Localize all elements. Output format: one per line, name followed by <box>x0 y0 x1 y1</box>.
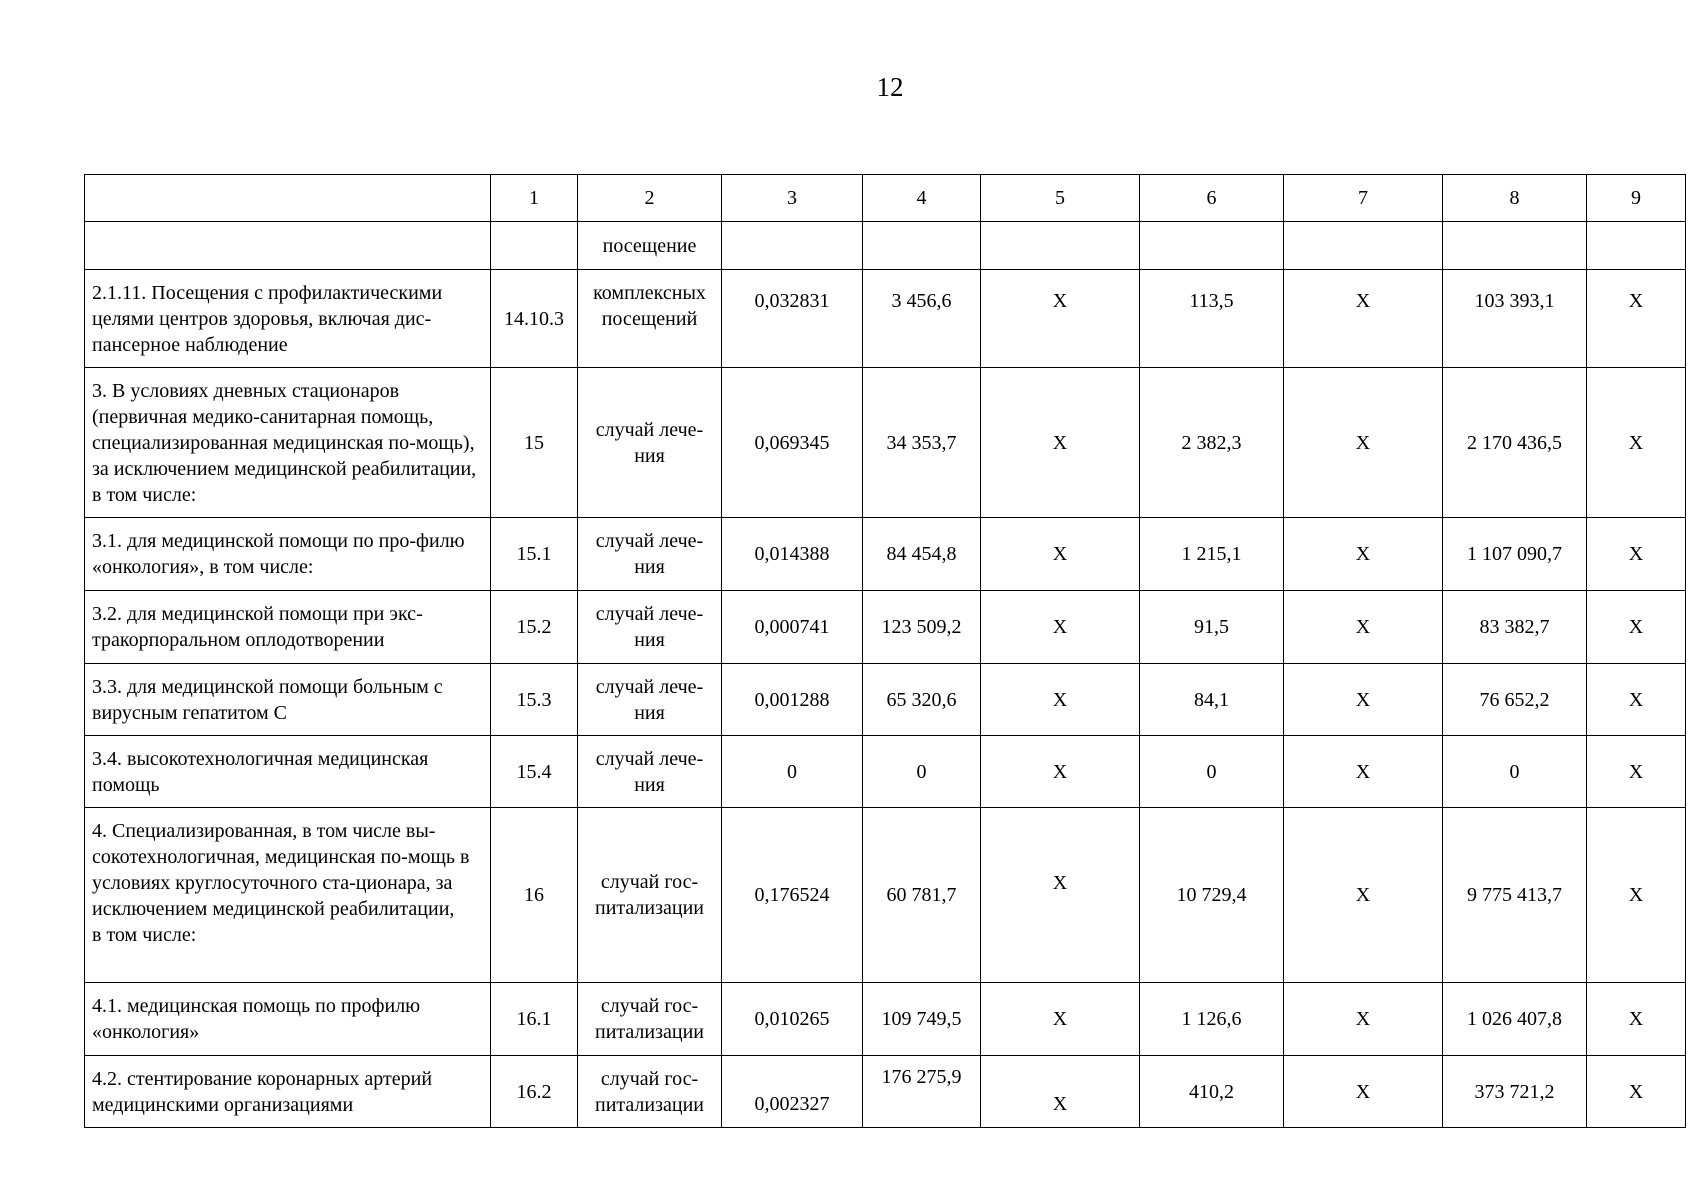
row-value: X <box>981 1056 1140 1128</box>
row-unit: случай лече-ния <box>578 591 722 664</box>
table-row <box>85 808 1686 983</box>
row-value: 34 353,7 <box>863 368 981 518</box>
table-row <box>85 518 1686 591</box>
row-value: 0,014388 <box>722 518 863 591</box>
row-value: 76 652,2 <box>1443 664 1587 736</box>
table-row <box>85 591 1686 664</box>
row-value: 0,010265 <box>722 983 863 1056</box>
row-value <box>722 222 863 270</box>
row-name: 4.1. медицинская помощь по профилю «онкология» <box>85 983 491 1056</box>
row-value: X <box>1587 808 1686 983</box>
row-value: 10 729,4 <box>1140 808 1284 983</box>
row-unit: комплексных посещений <box>578 270 722 368</box>
row-value: X <box>1587 1056 1686 1128</box>
row-value: X <box>1587 736 1686 808</box>
row-value: 2 170 436,5 <box>1443 368 1587 518</box>
row-value: 3 456,6 <box>863 270 981 368</box>
row-value: 60 781,7 <box>863 808 981 983</box>
row-code: 15.1 <box>491 518 578 591</box>
row-value: X <box>981 808 1140 983</box>
row-value: X <box>981 736 1140 808</box>
table-row <box>85 1056 1686 1128</box>
row-value: X <box>1587 664 1686 736</box>
row-value: X <box>1284 368 1443 518</box>
row-unit: случай лече-ния <box>578 368 722 518</box>
row-value: 0,000741 <box>722 591 863 664</box>
row-code: 16.1 <box>491 983 578 1056</box>
row-value: 1 026 407,8 <box>1443 983 1587 1056</box>
row-value: 1 215,1 <box>1140 518 1284 591</box>
row-value: X <box>981 983 1140 1056</box>
row-value: 83 382,7 <box>1443 591 1587 664</box>
row-value: 176 275,9 <box>863 1056 981 1128</box>
row-value: X <box>981 518 1140 591</box>
row-value: X <box>1284 270 1443 368</box>
table-row <box>85 983 1686 1056</box>
header-cell: 5 <box>981 175 1140 222</box>
row-value: 0 <box>863 736 981 808</box>
header-cell: 8 <box>1443 175 1587 222</box>
row-code: 15.4 <box>491 736 578 808</box>
row-code: 14.10.3 <box>491 270 578 368</box>
row-value: 0,001288 <box>722 664 863 736</box>
row-value: X <box>1284 591 1443 664</box>
row-value: 0 <box>1140 736 1284 808</box>
row-code: 15.2 <box>491 591 578 664</box>
row-value: 84,1 <box>1140 664 1284 736</box>
row-value: X <box>1284 808 1443 983</box>
data-table <box>84 174 1686 1128</box>
row-value <box>981 222 1140 270</box>
row-name <box>85 222 491 270</box>
row-name: 3.2. для медицинской помощи при экс-тракорпоральном оплодотворении <box>85 591 491 664</box>
row-value: X <box>1284 664 1443 736</box>
row-value <box>863 222 981 270</box>
row-value: 1 126,6 <box>1140 983 1284 1056</box>
row-value: X <box>1284 1056 1443 1128</box>
row-unit: случай лече-ния <box>578 664 722 736</box>
row-value: X <box>1587 368 1686 518</box>
row-value: 91,5 <box>1140 591 1284 664</box>
table-row <box>85 270 1686 368</box>
header-cell: 2 <box>578 175 722 222</box>
row-value: X <box>1284 736 1443 808</box>
row-value: 103 393,1 <box>1443 270 1587 368</box>
row-name: 4.2. стентирование коронарных артерий медицинскими организациями <box>85 1056 491 1128</box>
row-value: 0,032831 <box>722 270 863 368</box>
row-code: 15 <box>491 368 578 518</box>
row-value: 9 775 413,7 <box>1443 808 1587 983</box>
table-row <box>85 368 1686 518</box>
row-unit: посещение <box>578 222 722 270</box>
row-value: 84 454,8 <box>863 518 981 591</box>
header-cell <box>85 175 491 222</box>
table-row <box>85 664 1686 736</box>
row-code: 16 <box>491 808 578 983</box>
table-header-row <box>85 175 1686 222</box>
row-code: 15.3 <box>491 664 578 736</box>
row-value: X <box>981 664 1140 736</box>
row-value: 373 721,2 <box>1443 1056 1587 1128</box>
row-value: X <box>1587 518 1686 591</box>
row-value: X <box>1284 518 1443 591</box>
row-value: X <box>1587 983 1686 1056</box>
row-name: 3. В условиях дневных стационаров (первичная медико-санитарная помощь, специализированная медицинская по-мощь), за исключением медицинской реабилитации, в том числе: <box>85 368 491 518</box>
row-unit: случай гос-питализации <box>578 1056 722 1128</box>
header-cell: 6 <box>1140 175 1284 222</box>
header-cell: 3 <box>722 175 863 222</box>
row-value: 410,2 <box>1140 1056 1284 1128</box>
row-name: 2.1.11. Посещения с профилактическими целями центров здоровья, включая дис-пансерное наблюдение <box>85 270 491 368</box>
table-row <box>85 222 1686 270</box>
row-value <box>1443 222 1587 270</box>
row-name: 3.1. для медицинской помощи по про-филю «онкология», в том числе: <box>85 518 491 591</box>
row-value: X <box>981 591 1140 664</box>
row-value: 0,002327 <box>722 1056 863 1128</box>
header-cell: 9 <box>1587 175 1686 222</box>
page-number: 12 <box>876 72 904 102</box>
row-name: 4. Специализированная, в том числе вы-сокотехнологичная, медицинская по-мощь в условиях круглосуточного ста-ционара, за исключением медицинской реабилитации, в том числе: <box>85 808 491 983</box>
row-code <box>491 222 578 270</box>
row-value: 2 382,3 <box>1140 368 1284 518</box>
row-name: 3.4. высокотехнологичная медицинская помощь <box>85 736 491 808</box>
row-value <box>1587 222 1686 270</box>
row-unit: случай гос-питализации <box>578 808 722 983</box>
row-value <box>1284 222 1443 270</box>
row-unit: случай лече-ния <box>578 518 722 591</box>
row-value: 109 749,5 <box>863 983 981 1056</box>
header-cell: 7 <box>1284 175 1443 222</box>
header-cell: 1 <box>491 175 578 222</box>
row-value: 0,176524 <box>722 808 863 983</box>
row-value: 0 <box>722 736 863 808</box>
row-code: 16.2 <box>491 1056 578 1128</box>
table-row <box>85 736 1686 808</box>
row-value: 65 320,6 <box>863 664 981 736</box>
row-value: X <box>1587 270 1686 368</box>
row-name: 3.3. для медицинской помощи больным с вирусным гепатитом С <box>85 664 491 736</box>
row-value: 0,069345 <box>722 368 863 518</box>
row-value: X <box>981 270 1140 368</box>
row-value: 123 509,2 <box>863 591 981 664</box>
row-value: 113,5 <box>1140 270 1284 368</box>
row-value: 1 107 090,7 <box>1443 518 1587 591</box>
row-unit: случай гос-питализации <box>578 983 722 1056</box>
row-unit: случай лече-ния <box>578 736 722 808</box>
row-value: X <box>1284 983 1443 1056</box>
row-value: 0 <box>1443 736 1587 808</box>
row-value: X <box>1587 591 1686 664</box>
header-cell: 4 <box>863 175 981 222</box>
row-value: X <box>981 368 1140 518</box>
row-value <box>1140 222 1284 270</box>
